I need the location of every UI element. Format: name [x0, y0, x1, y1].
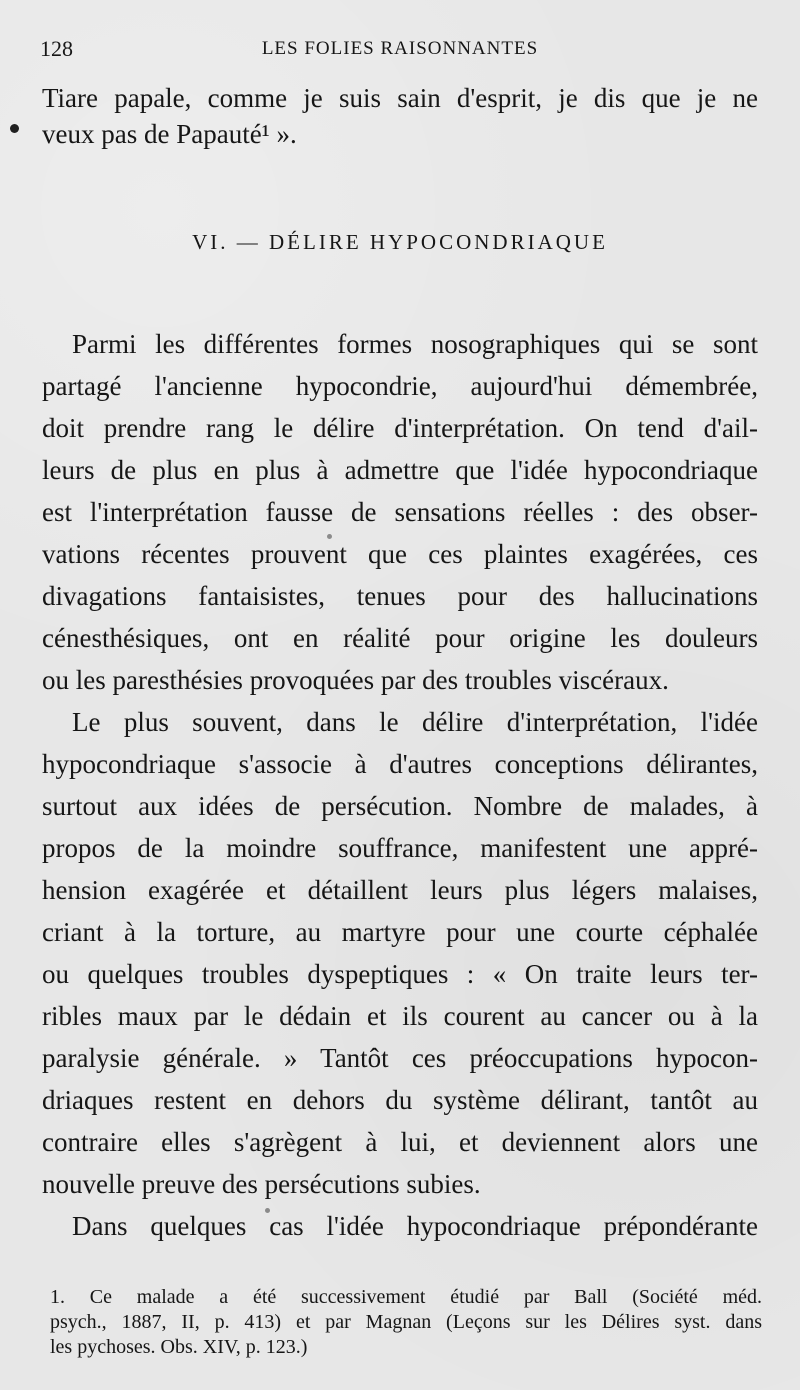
paragraph-2-line-8: ribles maux par le dédain et ils courent au cancer ou à la	[42, 1001, 758, 1031]
paragraph-1-line-7: divagations fantaisistes, tenues pour des hallucinations	[42, 581, 758, 611]
paragraph-2-line-2: hypocondriaque s'associe à d'autres conceptions délirantes,	[42, 749, 758, 779]
paragraph-2-line-5: hension exagérée et détaillent leurs plus légers malaises,	[42, 875, 758, 905]
page-header	[40, 34, 760, 64]
page-number: 128	[40, 36, 73, 61]
section-heading: VI. — DÉLIRE HYPOCONDRIAQUE	[192, 230, 608, 254]
paragraph-2-line-6: criant à la torture, au martyre pour une courte céphalée	[42, 917, 758, 947]
paragraph-1-line-2: partagé l'ancienne hypocondrie, aujourd'hui démembrée,	[42, 371, 758, 401]
paragraph-2-line-10: driaques restent en dehors du système délirant, tantôt au	[42, 1085, 758, 1115]
paragraph-2-line-4: propos de la moindre souffrance, manifestent une appré-	[42, 833, 758, 863]
opening-line-1: Tiare papale, comme je suis sain d'esprit, je dis que je ne	[42, 83, 758, 113]
paragraph-2-line-7: ou quelques troubles dyspeptiques : « On traite leurs ter-	[42, 959, 758, 989]
paragraph-1-line-5: est l'interprétation fausse de sensations réelles : des obser-	[42, 497, 758, 527]
opening-line-2: veux pas de Papauté¹ ».	[42, 119, 297, 149]
paragraph-2-line-9: paralysie générale. » Tantôt ces préoccupations hypocon-	[42, 1043, 758, 1073]
paragraph-2-line-12: nouvelle preuve des persécutions subies.	[42, 1169, 481, 1199]
footnote-line-1: 1. Ce malade a été successivement étudié par Ball (Société méd.	[50, 1286, 762, 1308]
margin-bullet-mark	[10, 124, 19, 133]
paragraph-2-line-11: contraire elles s'agrègent à lui, et deviennent alors une	[42, 1127, 758, 1157]
paragraph-2-line-1: Le plus souvent, dans le délire d'interprétation, l'idée	[72, 707, 758, 737]
print-speck	[265, 1208, 270, 1213]
paragraph-3-line-1: Dans quelques cas l'idée hypocondriaque prépondérante	[72, 1211, 758, 1241]
paragraph-1-line-3: doit prendre rang le délire d'interprétation. On tend d'ail-	[42, 413, 758, 443]
paragraph-1-line-4: leurs de plus en plus à admettre que l'idée hypocondriaque	[42, 455, 758, 485]
paragraph-1-line-9: ou les paresthésies provoquées par des troubles viscéraux.	[42, 665, 669, 695]
footnote-line-2: psych., 1887, II, p. 413) et par Magnan (Leçons sur les Délires syst. dans	[50, 1311, 762, 1333]
paragraph-1-line-1: Parmi les différentes formes nosographiques qui se sont	[72, 329, 758, 359]
print-speck	[327, 534, 332, 539]
paragraph-1-line-6: vations récentes prouvent que ces plaintes exagérées, ces	[42, 539, 758, 569]
paragraph-1-line-8: cénesthésiques, ont en réalité pour origine les douleurs	[42, 623, 758, 653]
running-title: LES FOLIES RAISONNANTES	[261, 38, 539, 59]
footnote-line-3: les pychoses. Obs. XIV, p. 123.)	[50, 1336, 308, 1358]
paragraph-2-line-3: surtout aux idées de persécution. Nombre de malades, à	[42, 791, 758, 821]
